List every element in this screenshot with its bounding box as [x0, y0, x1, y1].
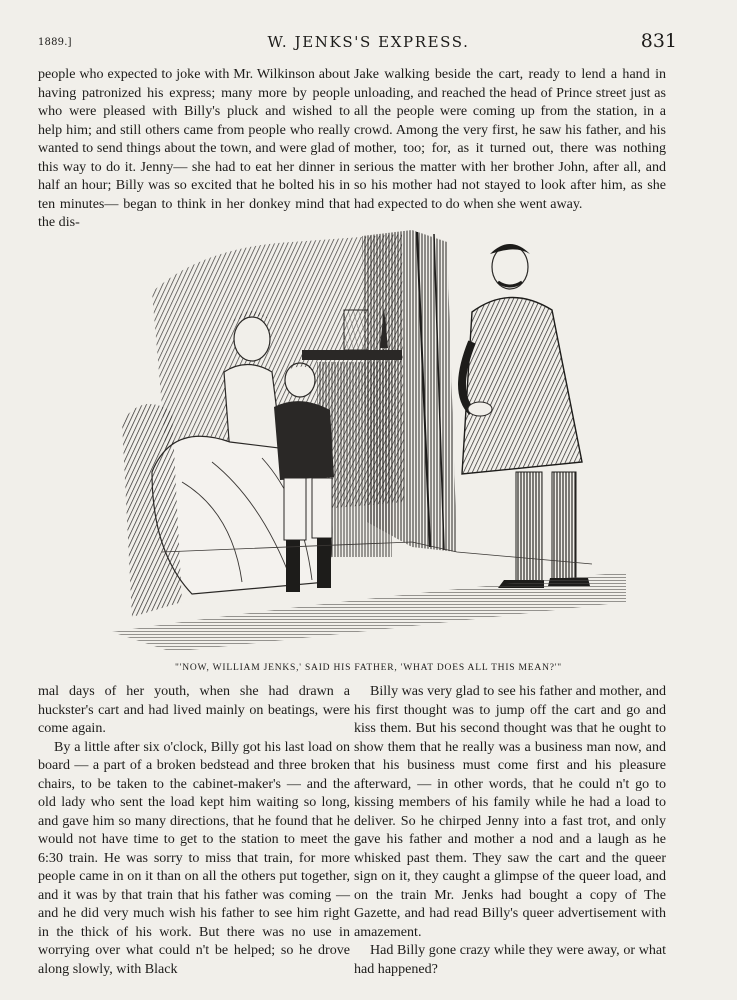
paragraph: people who expected to joke with Mr. Wilkinson about having patronized his express; many more by people who were pleased with Billy's pluck and wished to help him; and still others came from people who really wanted to send things about the town, and were glad of this way to do it. Jenny— she had to eat her dinner in half an hour; Billy was so excited that he bolted his in ten minutes— began to think in her donkey mind that the dis-: [38, 66, 350, 230]
page-number: 831: [640, 30, 677, 52]
column-bottom-left: [38, 682, 350, 978]
column-bottom-right: [354, 682, 666, 978]
illustration-caption: "'NOW, WILLIAM JENKS,' SAID HIS FATHER, 'WHAT DOES ALL THIS MEAN?'": [175, 663, 562, 673]
column-top-right: [354, 65, 666, 213]
paragraph: Jake walking beside the cart, ready to lend a hand in unloading, and reached the head of Prince street just as all the people were coming up from the station, in a crowd. Among the very first, he saw his father, and his mother, too; for, as it turned out, there was nothing serious the matter with her brother John, after all, and so his mother had not stayed to look after him, as she had expected to do when she went away.: [354, 66, 666, 212]
paragraph: Had Billy gone crazy while they were away, or what had happened?: [354, 942, 666, 977]
paragraph: By a little after six o'clock, Billy got his last load on board — a part of a broken bedstead and three broken chairs, to be taken to the cabinet-maker's — and the old lady who sent the load kept him waiting so long, and gave him so many directions, that he found that he would not have time to get to the station to meet the 6:30 train. He was sorry to miss that train, for more people came in on it than on all the others put together, and it was by that train that his father was coming — and he did very much wish his father to see him right in the thick of his work. But there was no use in worrying over what could n't be helped; so he drove along slowly, with Black: [38, 738, 350, 977]
column-top-left: [38, 65, 350, 232]
header-year: 1889.]: [38, 37, 72, 48]
running-title: W. JENKS'S EXPRESS.: [267, 33, 470, 51]
illustration: [112, 222, 626, 658]
paragraph: mal days of her youth, when she had drawn a huckster's cart and had lived mainly on beatings, were come again.: [38, 683, 350, 736]
paragraph: Billy was very glad to see his father and mother, and his first thought was to jump off the cart and go and kiss them. But his second thought was that he ought to show them that he really was a business man now, and that his business must come first and his pleasure afterward, — in other words, that he could n't go to kissing members of his family while he had a load to deliver. So he chirped Jenny into a fast trot, and only gave his father and mother a nod and a laugh as he whisked past them. They saw the cart and the queer sign on it, they caught a glimpse of the queer load, and on the train Mr. Jenks had bought a copy of The Gazette, and had read Billy's queer advertisement with amazement.: [354, 683, 666, 940]
